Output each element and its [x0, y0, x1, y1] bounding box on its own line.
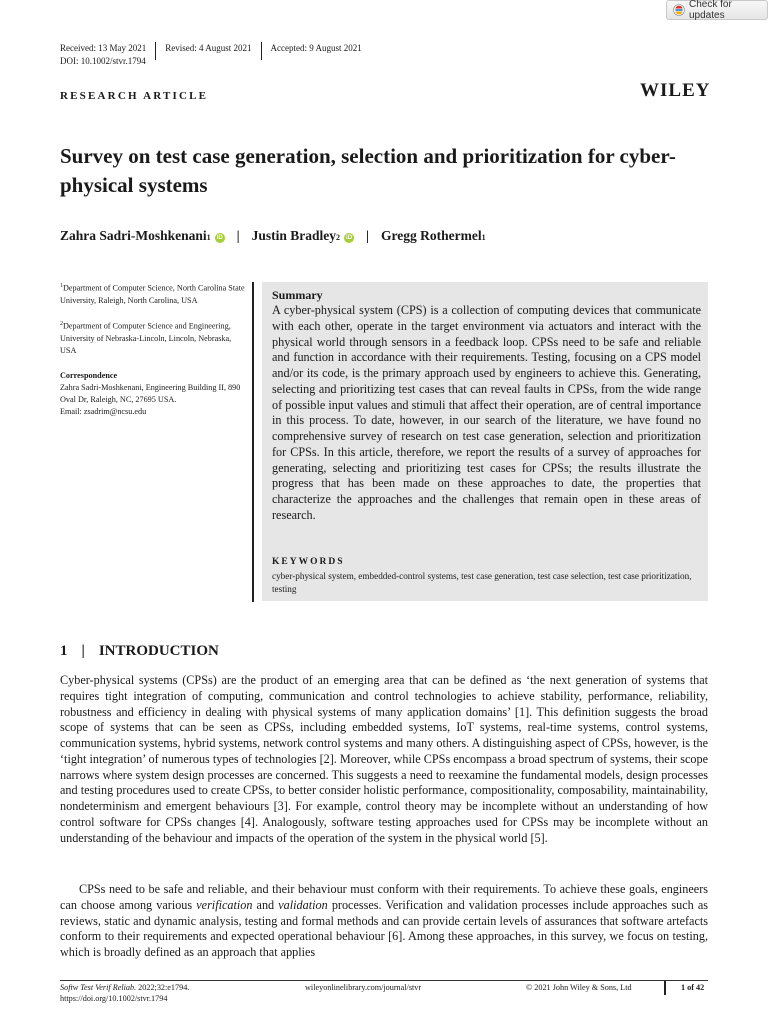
correspondence — [60, 370, 245, 418]
author-name[interactable]: Justin Bradley — [251, 228, 337, 243]
author-list — [60, 228, 486, 244]
abstract-heading: Summary — [272, 288, 323, 302]
affiliation-text: Department of Computer Science, North Carolina State University, Raleigh, North Carolina, USA — [60, 283, 245, 305]
footer-rule — [60, 980, 708, 981]
correspondence-address: Zahra Sadri-Moshkenani, Engineering Building II, 890 Oval Dr, Raleigh, NC, 27695 USA. — [60, 383, 241, 404]
section-separator: | — [81, 643, 85, 659]
divider — [155, 42, 156, 60]
emphasis-text: verification — [196, 897, 253, 912]
affiliation-mark: 2 — [60, 321, 63, 327]
received-date: Received: 13 May 2021 — [60, 43, 147, 53]
citation-info: 2022;32:e1794. — [136, 983, 190, 992]
crossmark-icon — [673, 4, 685, 16]
journal-site-link[interactable]: wileyonlinelibrary.com/journal/stvr — [305, 983, 422, 992]
author-affiliation-mark: 2 — [336, 233, 341, 242]
orcid-icon[interactable]: iD — [216, 235, 223, 241]
body-paragraph — [60, 882, 708, 961]
author-affiliation-mark: 1 — [481, 233, 486, 242]
paragraph-text: and — [252, 897, 279, 912]
abstract-text: A cyber-physical system (CPS) is a collection of computing devices that communicate with each other, operate in the target environment via actuators and interact with the physical world through sensors in a feedback loop. CPSs need to be safe and reliable and function in accordance with their requirements. Testing, focusing on a CPS model and/or its code, is the primary approach used by engineers to achieve this. Generating, selecting and prioritizing test cases that can reveal faults in CPSs, from the wide range of possible input values and stimuli that affect their operation, are of central importance in this process. To date, however, in our search of the literature, we have found no comprehensive survey of research on test case generation, selection and prioritization for CPSs. In this article, therefore, we report the results of a survey of approaches for generating, selecting and prioritizing test cases for CPSs; the results illustrate the progress that has been made on these approaches to date, the properties that characterize the approaches and the challenges that remain open in these areas of research. — [272, 303, 701, 522]
correspondence-heading: Correspondence — [60, 371, 118, 380]
column-divider — [252, 282, 254, 602]
author-separator: | — [366, 228, 370, 243]
emphasis-text: validation — [278, 897, 328, 912]
affiliation-mark: 1 — [60, 283, 63, 289]
affiliation — [60, 318, 245, 357]
author-separator: | — [236, 228, 240, 243]
footer-doi-link[interactable]: https://doi.org/10.1002/stvr.1794 — [60, 994, 168, 1003]
author-name[interactable]: Zahra Sadri-Moshkenani — [60, 228, 207, 243]
journal-abbrev: Softw Test Verif Reliab. — [60, 983, 137, 992]
accepted-date: Accepted: 9 August 2021 — [270, 43, 362, 53]
affiliation-text: Department of Computer Science and Engineering, University of Nebraska-Lincoln, Lincoln, Nebraska, USA — [60, 321, 232, 355]
revised-date: Revised: 4 August 2021 — [165, 43, 252, 53]
article-type: RESEARCH ARTICLE — [60, 90, 209, 102]
paragraph-text: CPSs need to be safe and reliable, and their behaviour must conform with their requirements. To achieve these goals, engineers can choose among various — [60, 882, 708, 912]
footer-citation — [60, 982, 189, 1004]
keywords-heading: KEYWORDS — [272, 557, 345, 567]
correspondence-email[interactable]: Email: zsadrim@ncsu.edu — [60, 407, 147, 416]
check-for-updates-label: Check for updates — [689, 0, 732, 21]
copyright: © 2021 John Wiley & Sons, Ltd — [526, 983, 632, 992]
footer-divider — [664, 981, 666, 995]
page-number: 1 of 42 — [681, 983, 705, 992]
article-dates — [60, 39, 362, 57]
publisher-logo: WILEY — [640, 80, 711, 101]
section-heading — [60, 643, 219, 660]
keywords-text: cyber-physical system, embedded-control systems, test case generation, test case selection, test case prioritization, testing — [272, 571, 692, 594]
check-for-updates-button[interactable] — [666, 0, 768, 20]
divider — [261, 42, 262, 60]
author-affiliation-mark: 1 — [206, 233, 211, 242]
section-title: INTRODUCTION — [98, 643, 219, 659]
body-paragraph: Cyber-physical systems (CPSs) are the product of an emerging area that can be defined as ‘the next generation of systems that requires tight integration of computing, communication and control technologies to achieve stability, performance, reliability, robustness and efficiency in dealing with physical systems of many application domains’ [1]. This definition suggests the broad scope of systems that can be seen as CPSs, including embedded systems, IoT systems, real-time systems, control systems, communication systems, hybrid systems, network control systems and many others. A distinguishing aspect of CPSs, however, is the ‘tight integration’ of numerous types of technologies [2]. Moreover, while CPSs encompass a broad spectrum of systems, their scope narrows where system design processes are concerned. This suggests a need to reexamine the fundamental models, design processes and testing procedures used to create CPSs, to better consider holistic performance, compositionality, composability, maintainability, nondeterminism and emergent behaviours [3]. For example, control theory may be incomplete without an understanding of how control software for CPSs changes [4]. Analogously, software testing approaches used for CPSs may be incomplete without an understanding of the behaviour and impacts of the operation of the system in the physical world [5]. — [60, 673, 708, 845]
orcid-icon[interactable]: iD — [346, 235, 353, 241]
author-name[interactable]: Gregg Rothermel — [381, 228, 482, 243]
paper-title: Survey on test case generation, selection and prioritization for cyber-physical systems — [60, 144, 676, 197]
doi[interactable]: DOI: 10.1002/stvr.1794 — [60, 56, 146, 66]
paragraph-text: processes. Verification and validation processes include approaches such as reviews, static and dynamic analysis, testing and formal methods and can provide certain levels of assurances that software artefacts conform to their requirements and expected operational behaviour [6]. Among these approaches, in this survey, we focus on testing, which is broadly defined as an approach that applies — [60, 897, 708, 959]
section-number: 1 — [60, 643, 68, 659]
affiliation — [60, 280, 245, 307]
